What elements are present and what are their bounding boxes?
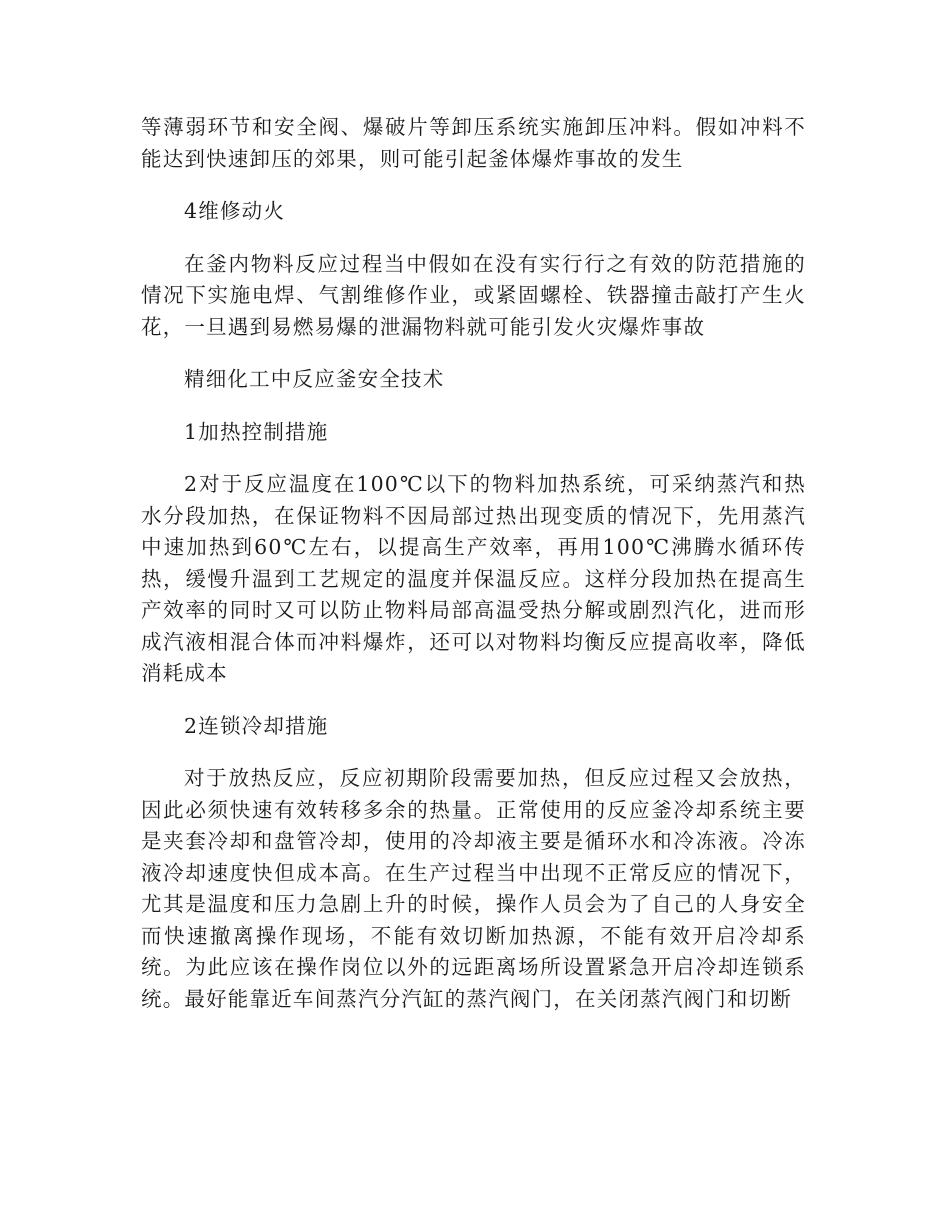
- section-heading-repair-hot-work: 4维修动火: [184, 199, 286, 223]
- paragraph-heating-control: 2对于反应温度在100℃以下的物料加热系统，可采纳蒸汽和热水分段加热，在保证物料不因局部过热出现变质的情况下，先用蒸汽中速加热到60℃左右，以提高生产效率，再用100℃沸腾水循环传热，缓慢升温到工艺规定的温度并保温反应。这样分段加热在提高生产效率的同时又可以防止物料局部高温受热分解或剧烈汽化，进而形成汽液相混合体而冲料爆炸，还可以对物料均衡反应提高收率，降低消耗成本: [141, 472, 806, 685]
- section-heading-safety-technology: 精细化工中反应釜安全技术: [184, 367, 445, 391]
- paragraph-continuation: 等薄弱环节和安全阀、爆破片等卸压系统实施卸压冲料。假如冲料不能达到快速卸压的郊果，则可能引起釜体爆炸事故的发生: [141, 115, 806, 171]
- section-heading-interlock-cooling: 2连锁冷却措施: [184, 713, 329, 738]
- paragraph-interlock-cooling: 对于放热反应，反应初期阶段需要加热，但反应过程又会放热，因此必须快速有效转移多余的热量。正常使用的反应釜冷却系统主要是夹套冷却和盘管冷却，使用的冷却液主要是循环水和冷冻液。冷冻液冷却速度快但成本高。在生产过程当中出现不正常反应的情况下，尤其是温度和压力急剧上升的时候，操作人员会为了自己的人身安全而快速撤离操作现场，不能有效切断加热源，不能有效开启冷却系统。为此应该在操作岗位以外的远距离场所设置紧急开启冷却连锁系统。最好能靠近车间蒸汽分汽缸的蒸汽阀门，在关闭蒸汽阀门和切断: [141, 766, 806, 1011]
- document-body: [141, 112, 806, 1036]
- section-heading-heating-control: 1加热控制措施: [184, 419, 329, 444]
- paragraph-hot-work: 在釜内物料反应过程当中假如在没有实行行之有效的防范措施的情况下实施电焊、气割维修作业，或紧固螺栓、铁器撞击敲打产生火花，一旦遇到易燃易爆的泄漏物料就可能引发火灾爆炸事故: [141, 251, 806, 339]
